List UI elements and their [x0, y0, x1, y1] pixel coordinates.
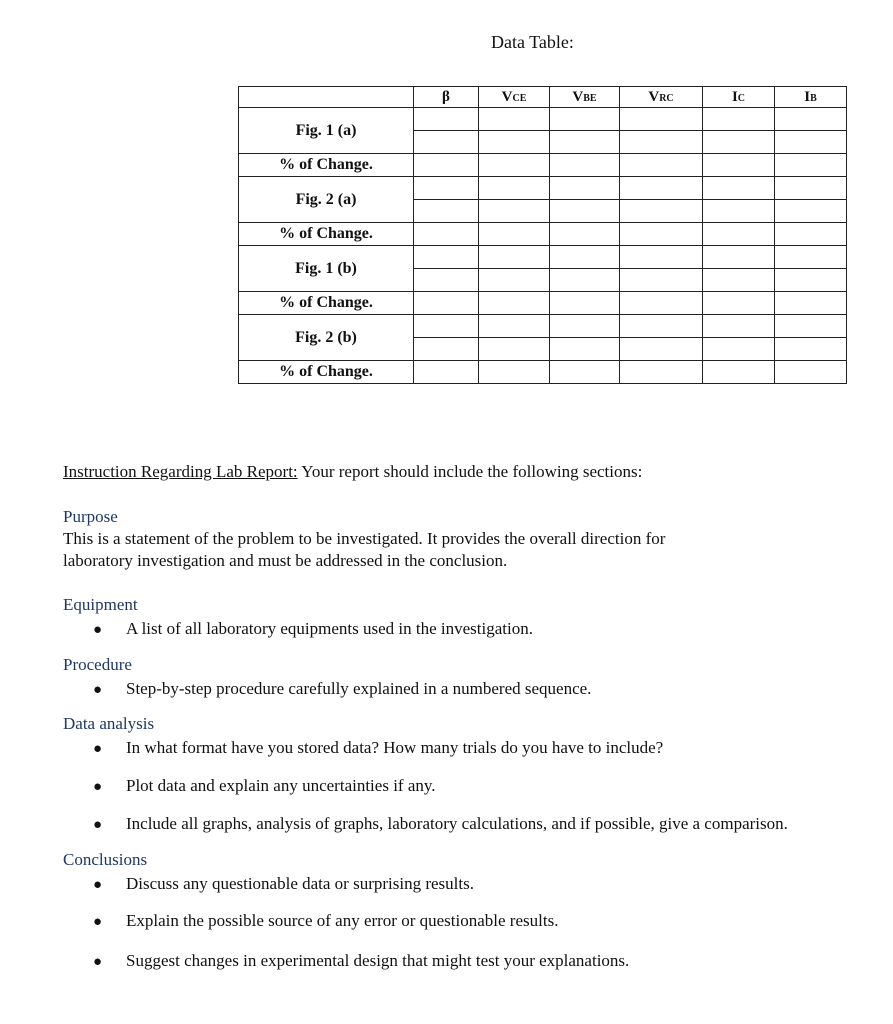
table-cell [703, 361, 775, 384]
table-cell [414, 246, 479, 269]
table-cell [550, 223, 620, 246]
table-cell [479, 338, 550, 361]
table-cell [414, 131, 479, 154]
table-cell [620, 154, 703, 177]
table-cell [414, 338, 479, 361]
row-label: % of Change. [239, 154, 414, 177]
table-cell [479, 108, 550, 131]
header-vce: VCE [479, 87, 550, 108]
bullet-dot: ● [93, 914, 103, 930]
table-cell [620, 361, 703, 384]
table-cell [479, 177, 550, 200]
row-label: % of Change. [239, 361, 414, 384]
table-cell [775, 200, 847, 223]
table-cell [550, 292, 620, 315]
table-cell [414, 154, 479, 177]
table-cell [479, 154, 550, 177]
table-cell [550, 108, 620, 131]
table-cell [620, 338, 703, 361]
list-item: ● Suggest changes in experimental design that might test your explanations. [93, 951, 630, 970]
table-cell [775, 246, 847, 269]
bullet-dot: ● [93, 817, 103, 833]
table-cell [550, 200, 620, 223]
instruction-rest: Your report should include the following sections: [297, 462, 643, 481]
header-corner [239, 87, 414, 108]
table-row [239, 315, 847, 338]
table-header-row [239, 87, 847, 108]
table-cell [775, 269, 847, 292]
section-procedure-title: Procedure [63, 655, 132, 674]
table-cell [479, 315, 550, 338]
table-cell [775, 131, 847, 154]
purpose-line-2: laboratory investigation and must be addressed in the conclusion. [63, 551, 508, 570]
header-vbe: VBE [550, 87, 620, 108]
table-cell [550, 361, 620, 384]
row-label: Fig. 2 (a) [239, 177, 414, 223]
row-label: Fig. 2 (b) [239, 315, 414, 361]
table-cell [775, 154, 847, 177]
section-data-analysis-title: Data analysis [63, 714, 155, 733]
data-table [238, 86, 847, 384]
bullet-dot: ● [93, 954, 103, 970]
section-equipment-title: Equipment [63, 595, 138, 614]
table-cell [414, 177, 479, 200]
table-cell [703, 154, 775, 177]
table-row [239, 292, 847, 315]
instruction-heading [63, 462, 642, 482]
table-cell [620, 177, 703, 200]
table-cell [479, 361, 550, 384]
table-cell [775, 315, 847, 338]
bullet-dot: ● [93, 622, 103, 638]
header-vrc: VRC [620, 87, 703, 108]
table-cell [620, 108, 703, 131]
table-cell [703, 315, 775, 338]
table-cell [620, 246, 703, 269]
table-cell [550, 338, 620, 361]
table-row [239, 177, 847, 200]
table-cell [550, 177, 620, 200]
table-cell [703, 200, 775, 223]
table-cell [550, 131, 620, 154]
table-row [239, 154, 847, 177]
table-cell [479, 200, 550, 223]
purpose-line-1: This is a statement of the problem to be investigated. It provides the overall direction for [63, 529, 666, 548]
table-cell [703, 292, 775, 315]
table-cell [703, 338, 775, 361]
table-cell [620, 315, 703, 338]
table-cell [550, 269, 620, 292]
table-cell [703, 177, 775, 200]
list-item: ● Step-by-step procedure carefully explained in a numbered sequence. [93, 679, 592, 698]
table-row [239, 108, 847, 131]
table-cell [620, 200, 703, 223]
section-conclusions-title: Conclusions [63, 850, 148, 869]
table-cell [620, 131, 703, 154]
list-item: ● Explain the possible source of any error or questionable results. [93, 911, 559, 930]
table-cell [620, 223, 703, 246]
table-row [239, 246, 847, 269]
table-cell [479, 269, 550, 292]
list-item: ● Plot data and explain any uncertainties if any. [93, 776, 436, 795]
table-cell [620, 269, 703, 292]
table-cell [775, 223, 847, 246]
table-row [239, 223, 847, 246]
table-cell [775, 108, 847, 131]
table-cell [703, 108, 775, 131]
table-cell [550, 154, 620, 177]
table-cell [414, 292, 479, 315]
table-cell [479, 292, 550, 315]
row-label: Fig. 1 (a) [239, 108, 414, 154]
table-cell [414, 108, 479, 131]
table-cell [414, 269, 479, 292]
table-cell [479, 223, 550, 246]
table-cell [479, 246, 550, 269]
row-label: % of Change. [239, 223, 414, 246]
table-cell [414, 315, 479, 338]
row-label: % of Change. [239, 292, 414, 315]
table-cell [775, 292, 847, 315]
table-cell [703, 269, 775, 292]
table-cell [414, 361, 479, 384]
table-cell [550, 246, 620, 269]
header-beta: β [414, 87, 479, 108]
table-row [239, 361, 847, 384]
row-label: Fig. 1 (b) [239, 246, 414, 292]
header-ib: IB [775, 87, 847, 108]
table-cell [479, 131, 550, 154]
bullet-dot: ● [93, 682, 103, 698]
table-cell [775, 338, 847, 361]
table-cell [414, 223, 479, 246]
bullet-dot: ● [93, 741, 103, 757]
table-cell [620, 292, 703, 315]
list-item: ● A list of all laboratory equipments used in the investigation. [93, 619, 533, 638]
table-cell [775, 361, 847, 384]
header-ic: IC [703, 87, 775, 108]
section-purpose-title: Purpose [63, 507, 118, 526]
bullet-dot: ● [93, 779, 103, 795]
table-cell [703, 131, 775, 154]
table-cell [703, 246, 775, 269]
table-cell [703, 223, 775, 246]
table-cell [414, 200, 479, 223]
list-item: ● Discuss any questionable data or surprising results. [93, 874, 474, 893]
list-item: ● In what format have you stored data? How many trials do you have to include? [93, 738, 664, 757]
table-cell [550, 315, 620, 338]
bullet-dot: ● [93, 877, 103, 893]
list-item: ● Include all graphs, analysis of graphs, laboratory calculations, and if possible, give a comparison. [93, 814, 788, 833]
page-title: Data Table: [491, 32, 574, 52]
table-cell [775, 177, 847, 200]
instruction-underlined: Instruction Regarding Lab Report: [63, 462, 298, 481]
